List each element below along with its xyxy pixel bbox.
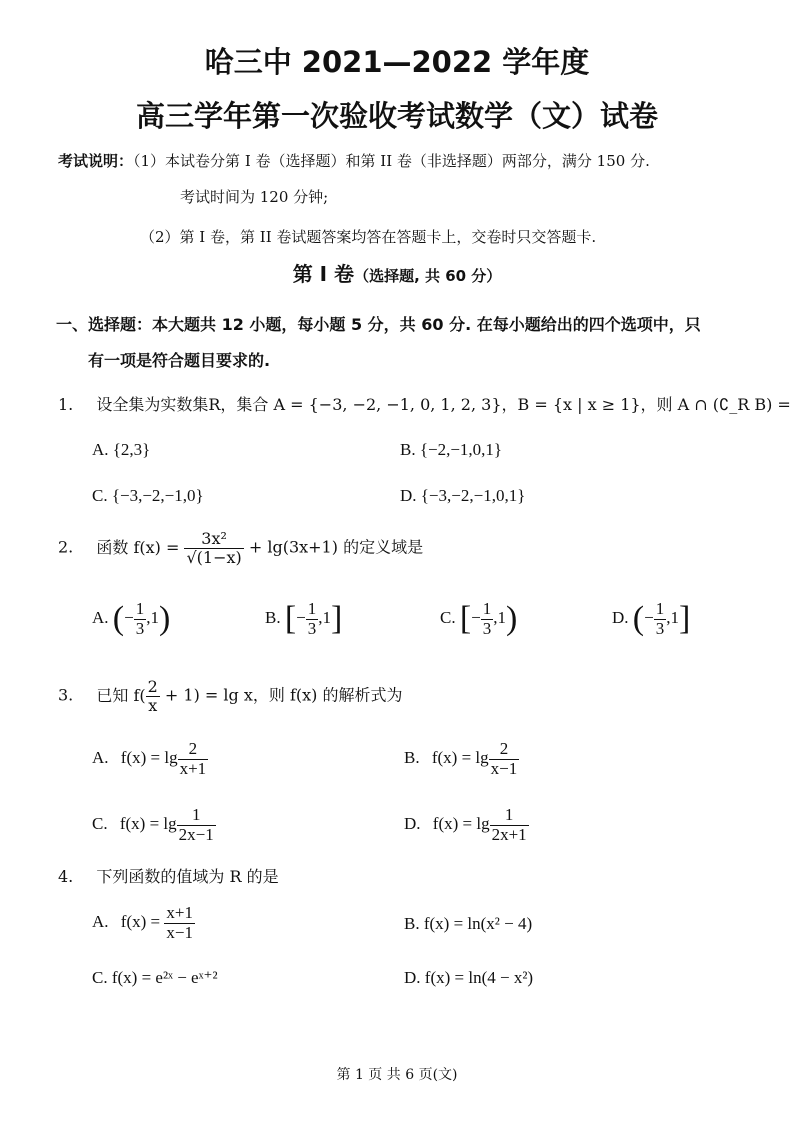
q2-option-c-frac-den: 3 <box>482 618 492 638</box>
q3-option-d-frac <box>490 806 529 844</box>
part1-subtitle: （选择题, 共 60 分） <box>354 267 502 285</box>
q1-option-c: C. {−3,−2,−1,0} <box>92 486 204 505</box>
q2-option-a <box>92 600 170 638</box>
q3-option-a <box>92 740 208 778</box>
q1-option-a: A. {2,3} <box>92 440 151 459</box>
q3-option-a-letter: A. <box>92 748 109 768</box>
q2-option-a-tail: ,1 <box>146 608 159 628</box>
q2-option-d-left-bracket: ( <box>632 600 645 638</box>
q2-option-a-left-bracket: ( <box>112 600 125 638</box>
q4-option-a-num: x+1 <box>166 903 193 922</box>
q3-option-b <box>404 740 519 778</box>
q4-option-c: C. f(x) = e²ˣ − eˣ⁺² <box>92 968 218 987</box>
question-4-stem: 下列函数的值域为 R 的是 <box>96 867 279 886</box>
q2-option-c-right-bracket: ) <box>506 600 518 638</box>
q4-option-d: D. f(x) = ln(4 − x²) <box>404 968 534 987</box>
q3-option-d-lhs: f(x) = lg <box>432 814 490 834</box>
q4-option-a-lhs: f(x) = <box>120 912 165 932</box>
q3-option-c-num: 1 <box>177 806 216 826</box>
part1-heading <box>0 258 794 287</box>
q2-option-d-frac <box>654 600 667 638</box>
q3-option-d-den: 2x+1 <box>491 824 527 844</box>
question-2-stem-suffix: + lg(3x+1) 的定义域是 <box>243 537 424 557</box>
q2-option-d-tail: ,1 <box>666 608 679 628</box>
q2-option-c <box>440 600 517 638</box>
q2-option-a-sign: − <box>124 608 134 628</box>
q3-option-a-lhs: f(x) = lg <box>120 748 178 768</box>
question-2-stem-prefix: 函数 f(x) = <box>96 537 185 557</box>
question-2-fraction <box>184 530 243 566</box>
instructions-item1-cont: 考试时间为 120 分钟; <box>180 188 329 206</box>
q2-option-a-right-bracket: ) <box>158 600 171 638</box>
q2-option-b-right-bracket: ] <box>331 600 343 638</box>
q2-option-a-frac <box>134 600 147 638</box>
question-4-number: 4. <box>58 867 74 886</box>
q4-option-b: B. f(x) = ln(x² − 4) <box>404 914 533 933</box>
section1-line2: 有一项是符合题目要求的. <box>88 351 271 370</box>
instructions-label: 考试说明： <box>58 152 134 170</box>
question-3-frac-num: 2 <box>147 677 158 696</box>
q3-option-b-num: 2 <box>489 740 520 760</box>
q3-option-a-den: x+1 <box>179 758 207 778</box>
question-1-number: 1. <box>58 395 74 414</box>
q3-option-c-letter: C. <box>92 814 108 834</box>
question-3-stem-suffix: + 1) = lg x，则 f(x) 的解析式为 <box>159 685 403 705</box>
question-1 <box>58 392 791 415</box>
q3-option-b-letter: B. <box>404 748 420 768</box>
q3-option-b-frac <box>489 740 520 778</box>
question-2-number: 2. <box>58 537 74 557</box>
question-2 <box>58 530 423 566</box>
q2-option-d-frac-den: 3 <box>655 618 665 638</box>
q1-option-d: D. {−3,−2,−1,0,1} <box>400 486 526 505</box>
q3-option-a-num: 2 <box>178 740 209 760</box>
instructions-line1 <box>58 150 650 171</box>
q2-option-d <box>612 600 690 638</box>
q2-option-b-frac-num: 1 <box>307 599 317 618</box>
q3-option-b-lhs: f(x) = lg <box>431 748 489 768</box>
question-2-frac-den: √(1−x) <box>186 547 242 567</box>
q2-option-c-frac <box>481 600 494 638</box>
q3-option-d-letter: D. <box>404 814 421 834</box>
question-3-fraction <box>146 678 160 714</box>
q2-option-b-tail: ,1 <box>318 608 332 628</box>
q2-option-d-sign: − <box>644 608 654 628</box>
q4-option-a <box>92 904 195 942</box>
q2-option-d-letter: D. <box>612 608 629 628</box>
q4-option-a-den: x−1 <box>166 922 193 942</box>
q2-option-b <box>265 600 342 638</box>
q2-option-b-frac-den: 3 <box>307 618 317 638</box>
question-3-number: 3. <box>58 685 74 705</box>
q3-option-d <box>404 806 529 844</box>
question-1-stem: 设全集为实数集R，集合 A = {−3, −2, −1, 0, 1, 2, 3}，B = {x | x ≥ 1}，则 A ∩ (∁_R B) = <box>96 395 791 414</box>
q3-option-d-num: 1 <box>490 806 529 826</box>
question-2-frac-num: 3x² <box>184 530 243 549</box>
q3-option-b-den: x−1 <box>490 758 518 778</box>
section1-line1: 一、选择题：本大题共 12 小题，每小题 5 分，共 60 分. 在每小题给出的四个选项中，只 <box>56 315 701 334</box>
q2-option-c-sign: − <box>471 608 481 628</box>
q4-option-a-letter: A. <box>92 912 109 932</box>
question-3-frac-den: x <box>148 695 158 715</box>
q2-option-b-sign: − <box>296 608 306 628</box>
instructions-item2: （2）第 I 卷，第 II 卷试题答案均答在答题卡上，交卷时只交答题卡. <box>140 228 597 246</box>
q2-option-b-left-bracket: [ <box>284 600 297 638</box>
q2-option-d-frac-num: 1 <box>655 599 665 618</box>
question-4 <box>58 864 279 887</box>
q3-option-c-den: 2x−1 <box>178 824 214 844</box>
q2-option-c-left-bracket: [ <box>459 600 472 638</box>
q3-option-c-frac <box>177 806 216 844</box>
q2-option-c-letter: C. <box>440 608 456 628</box>
question-3 <box>58 678 402 714</box>
page-footer: 第 1 页 共 6 页(文) <box>336 1067 458 1083</box>
q3-option-c-lhs: f(x) = lg <box>119 814 177 834</box>
q2-option-b-frac <box>306 600 319 638</box>
q3-option-a-frac <box>178 740 209 778</box>
q4-option-a-frac <box>164 904 195 942</box>
exam-title-line1: 哈三中 2021—2022 学年度 <box>204 45 590 79</box>
q2-option-c-frac-num: 1 <box>482 599 492 618</box>
q2-option-c-tail: ,1 <box>493 608 507 628</box>
part1-title: 第 I 卷 <box>292 262 355 286</box>
q2-option-a-frac-den: 3 <box>135 618 145 638</box>
q2-option-b-letter: B. <box>265 608 281 628</box>
question-3-stem-prefix: 已知 f( <box>96 685 146 705</box>
q3-option-c <box>92 806 216 844</box>
instructions-item1: （1）本试卷分第 I 卷（选择题）和第 II 卷（非选择题）两部分，满分 150 分. <box>133 152 650 170</box>
q1-option-b: B. {−2,−1,0,1} <box>400 440 503 459</box>
q2-option-d-right-bracket: ] <box>678 600 691 638</box>
q2-option-a-frac-num: 1 <box>135 599 145 618</box>
exam-title-line2: 高三学年第一次验收考试数学（文）试卷 <box>135 99 658 133</box>
q2-option-a-letter: A. <box>92 608 109 628</box>
